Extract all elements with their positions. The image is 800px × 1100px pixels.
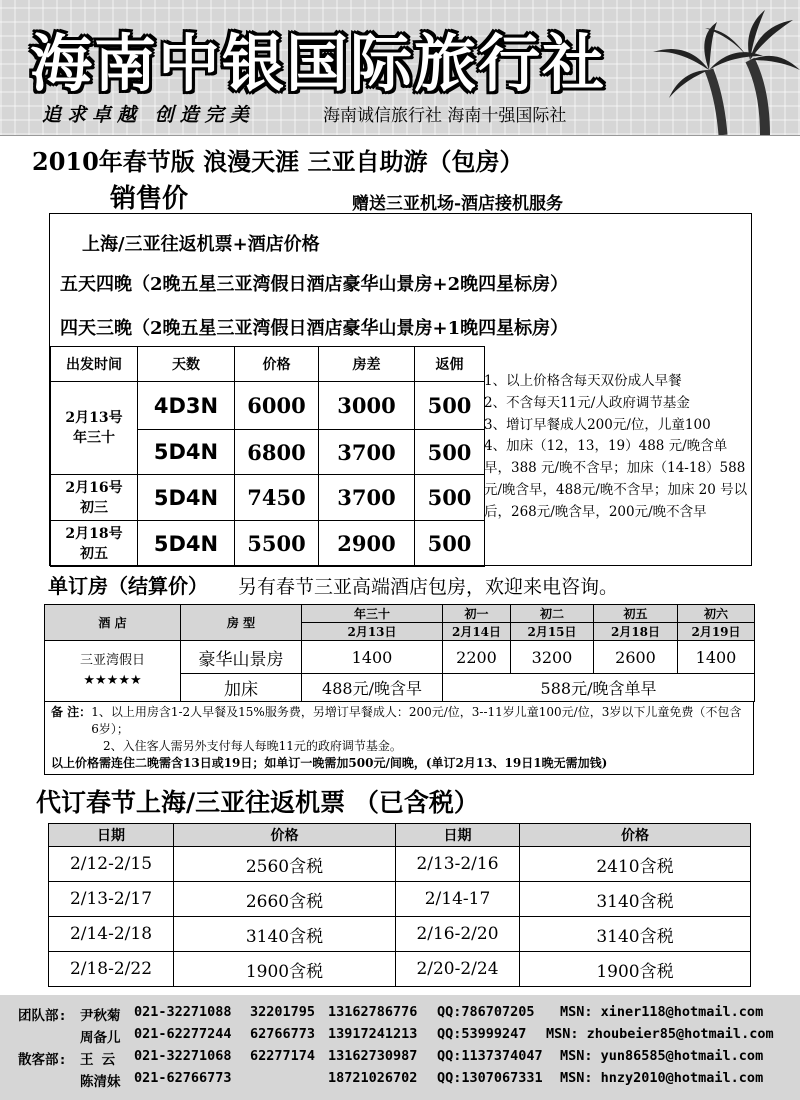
days-cell: 4D3N	[138, 382, 235, 430]
ticket-price: 3140含税	[520, 917, 751, 952]
col-room-diff: 房差	[319, 347, 415, 382]
contacts-footer	[0, 995, 800, 1100]
day-name: 初五	[594, 605, 678, 623]
room-price: 1400	[678, 641, 755, 674]
ticket-price: 1900含税	[520, 952, 751, 987]
company-name: 海南中银国际旅行社	[30, 27, 607, 100]
departure-date	[51, 521, 138, 567]
package-notes: 1、以上价格含每天双份成人早餐 2、不含每天11元/人政府调节基金 3、增订早餐成人200元/位，儿童100 4、加床（12，13，19）488 元/晚含单早，388 元/晚不含早；加床（14-18）588元/晚含早，488元/晚不含早；加床 20 号以后，268元/晚含早，200元/晚不含早	[484, 373, 748, 520]
ticket-date: 2/14-17	[396, 882, 520, 917]
note-label: 备 注：	[51, 705, 92, 719]
col-days: 天数	[138, 347, 235, 382]
note-2: 2、入住客人需另外支付每人每晚11元的政府调节基金。	[103, 739, 402, 753]
contact-tel2: 62277174	[250, 1048, 316, 1064]
single-room-table	[44, 604, 755, 702]
days-cell: 5D4N	[138, 430, 235, 475]
day-date: 2月18日	[594, 623, 678, 641]
hotel-label: 三亚湾假日	[79, 653, 145, 668]
package-heading: 上海/三亚往返机票+酒店价格	[82, 234, 320, 255]
partner-agencies: 海南诚信旅行社 海南十强国际社	[323, 106, 567, 126]
day-name: 初二	[511, 605, 594, 623]
note-line	[51, 704, 747, 738]
contact-tel: 021-32271088	[134, 1004, 232, 1020]
contact-tel: 021-32271068	[134, 1048, 232, 1064]
ticket-price: 3140含税	[174, 917, 396, 952]
col-rebate: 返佣	[415, 347, 485, 382]
table-row	[45, 641, 755, 674]
date-sub: 初三	[80, 499, 108, 516]
contact-name: 陈清妹	[80, 1074, 121, 1090]
date-line: 2月18号	[65, 525, 123, 542]
star-rating: ★★★★★	[83, 673, 142, 688]
table-row	[49, 847, 751, 882]
days-cell: 5D4N	[138, 521, 235, 567]
col-price: 价格	[174, 824, 396, 847]
days-cell: 5D4N	[138, 475, 235, 521]
diff-cell: 2900	[319, 521, 415, 567]
ticket-price: 2410含税	[520, 847, 751, 882]
rebate-cell: 500	[415, 521, 485, 567]
table-row	[51, 475, 485, 521]
contact-qq: QQ:53999247	[437, 1026, 527, 1042]
room-price: 2600	[594, 641, 678, 674]
contact-msn: MSN: zhoubeier85@hotmail.com	[546, 1026, 774, 1042]
table-row	[51, 521, 485, 567]
contact-mobile: 13162786776	[328, 1004, 418, 1020]
contact-name: 周备儿	[80, 1030, 121, 1046]
col-date: 日期	[49, 824, 174, 847]
package-option-5d4n: 五天四晚（2晚五星三亚湾假日酒店豪华山景房+2晚四星标房）	[60, 274, 569, 295]
date-line: 2月16号	[65, 479, 123, 496]
diff-cell: 3000	[319, 382, 415, 430]
ticket-date: 2/20-2/24	[396, 952, 520, 987]
single-room-title	[48, 570, 618, 599]
diff-cell: 3700	[319, 430, 415, 475]
contact-tel2: 62766773	[250, 1026, 316, 1042]
header-banner	[0, 0, 800, 136]
package-price-table	[50, 346, 485, 567]
departure-date	[51, 382, 138, 475]
contact-msn: MSN: xiner118@hotmail.com	[560, 1004, 764, 1020]
room-type: 豪华山景房	[181, 641, 302, 674]
contact-qq: QQ:786707205	[437, 1004, 535, 1020]
day-name: 初一	[443, 605, 511, 623]
promo-title: 2010年春节版 浪漫天涯 三亚自助游（包房）	[32, 147, 524, 176]
hotel-name	[45, 641, 181, 702]
table-row	[51, 382, 485, 430]
palm-tree-icon	[625, 0, 800, 135]
contact-dept: 团队部:	[18, 1008, 67, 1024]
tickets-table	[48, 823, 751, 987]
extra-bed: 加床	[181, 674, 302, 702]
col-date: 日期	[396, 824, 520, 847]
rebate-cell: 500	[415, 475, 485, 521]
ticket-date: 2/13-2/16	[396, 847, 520, 882]
contact-tel2: 32201795	[250, 1004, 316, 1020]
tickets-title: 代订春节上海/三亚往返机票 （已含税）	[36, 788, 479, 817]
gift-service: 赠送三亚机场-酒店接机服务	[352, 194, 564, 214]
extra-bed-price: 588元/晚含单早	[443, 674, 755, 702]
price-cell: 5500	[235, 521, 319, 567]
table-row	[49, 882, 751, 917]
day-date: 2月13日	[302, 623, 443, 641]
day-name: 年三十	[302, 605, 443, 623]
note-3: 以上价格需连住二晚需含13日或19日；如单订一晚需加500元/间晚，(单订2月13、19日1晚无需加钱)	[51, 756, 608, 770]
ticket-date: 2/14-2/18	[49, 917, 174, 952]
contact-dept: 散客部:	[18, 1052, 67, 1068]
extra-bed-price: 488元/晚含早	[302, 674, 443, 702]
rebate-cell: 500	[415, 382, 485, 430]
contact-qq: QQ:1137374047	[437, 1048, 543, 1064]
day-name: 初六	[678, 605, 755, 623]
room-price: 2200	[443, 641, 511, 674]
rebate-cell: 500	[415, 430, 485, 475]
contact-name: 尹秋菊	[80, 1008, 121, 1024]
note-1: 1、以上用房含1-2人早餐及15%服务费，另增订早餐成人：200元/位，3--11岁儿童100元/位，3岁以下儿童免费（不包含6岁）；	[91, 705, 742, 736]
sale-price-label: 销售价	[110, 184, 189, 214]
section-subtitle: 另有春节三亚高端酒店包房，欢迎来电咨询。	[238, 576, 619, 598]
ticket-price: 2660含税	[174, 882, 396, 917]
contact-name: 王 云	[80, 1052, 116, 1068]
date-sub: 初五	[80, 545, 108, 562]
departure-date	[51, 475, 138, 521]
ticket-date: 2/13-2/17	[49, 882, 174, 917]
col-room-type: 房 型	[181, 605, 302, 641]
room-price: 3200	[511, 641, 594, 674]
contact-tel: 021-62277244	[134, 1026, 232, 1042]
col-hotel: 酒 店	[45, 605, 181, 641]
slogan: 追求卓越 创造完美	[42, 104, 255, 126]
ticket-date: 2/16-2/20	[396, 917, 520, 952]
day-date: 2月14日	[443, 623, 511, 641]
package-option-4d3n: 四天三晚（2晚五星三亚湾假日酒店豪华山景房+1晚四星标房）	[60, 318, 569, 339]
contact-msn: MSN: yun86585@hotmail.com	[560, 1048, 764, 1064]
contact-mobile: 13162730987	[328, 1048, 418, 1064]
ticket-price: 3140含税	[520, 882, 751, 917]
price-cell: 6800	[235, 430, 319, 475]
room-price: 1400	[302, 641, 443, 674]
ticket-price: 1900含税	[174, 952, 396, 987]
col-departure: 出发时间	[51, 347, 138, 382]
col-price: 价格	[520, 824, 751, 847]
day-date: 2月15日	[511, 623, 594, 641]
contact-mobile: 18721026702	[328, 1070, 418, 1086]
contact-tel: 021-62766773	[134, 1070, 232, 1086]
ticket-date: 2/18-2/22	[49, 952, 174, 987]
price-cell: 6000	[235, 382, 319, 430]
single-room-notes	[44, 702, 754, 775]
date-sub: 年三十	[73, 430, 115, 446]
table-row	[49, 952, 751, 987]
date-line: 2月13号	[65, 410, 123, 426]
ticket-date: 2/12-2/15	[49, 847, 174, 882]
contact-mobile: 13917241213	[328, 1026, 418, 1042]
col-price: 价格	[235, 347, 319, 382]
day-date: 2月19日	[678, 623, 755, 641]
section-title: 单订房（结算价）	[48, 574, 208, 598]
price-cell: 7450	[235, 475, 319, 521]
table-row	[49, 917, 751, 952]
contact-msn: MSN: hnzy2010@hotmail.com	[560, 1070, 764, 1086]
contact-qq: QQ:1307067331	[437, 1070, 543, 1086]
ticket-price: 2560含税	[174, 847, 396, 882]
diff-cell: 3700	[319, 475, 415, 521]
